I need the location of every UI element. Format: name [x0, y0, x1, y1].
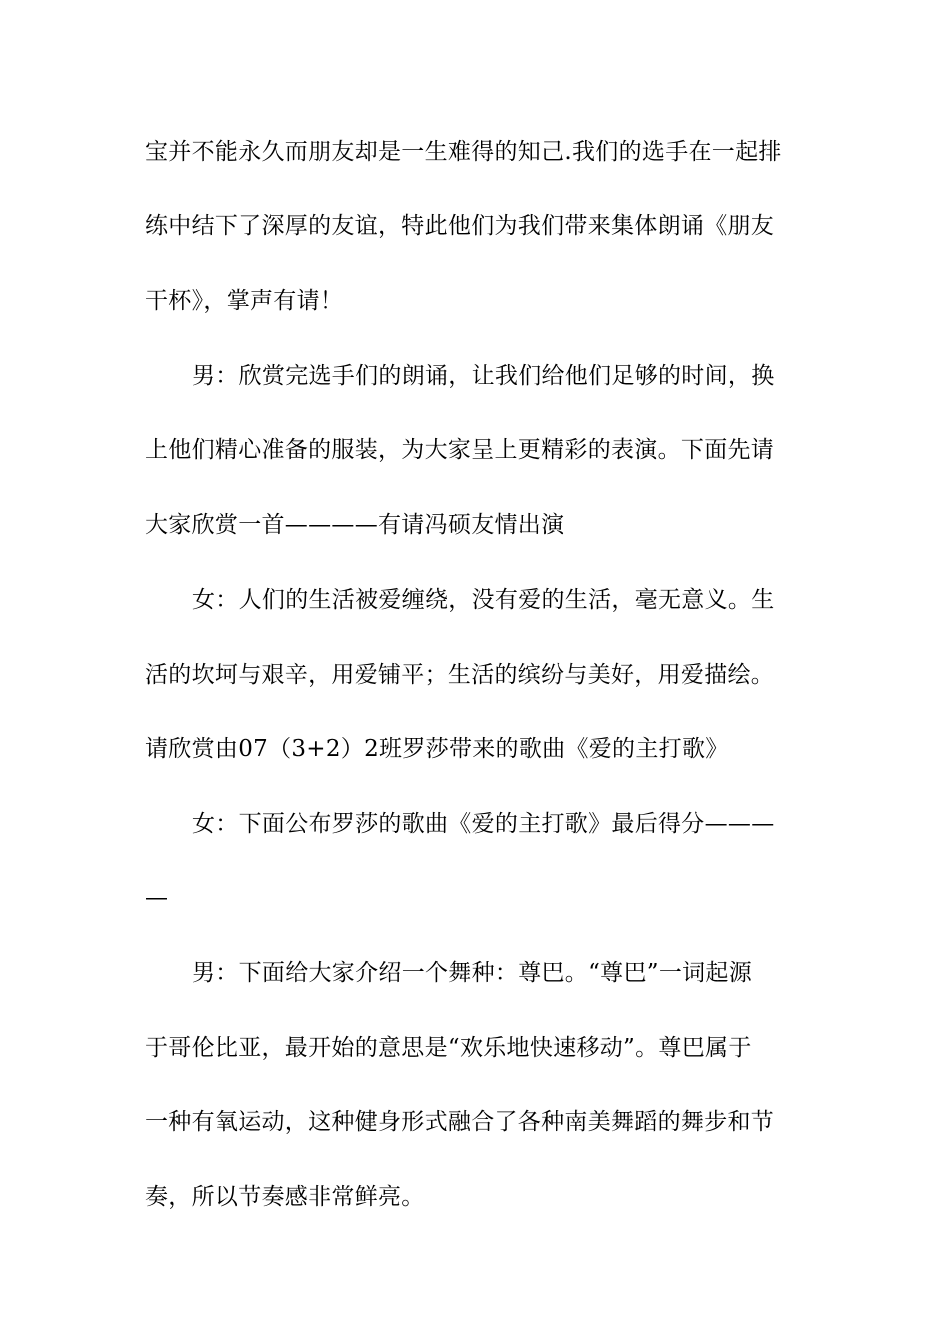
paragraph-line: 干杯》，掌声有请！	[145, 288, 344, 314]
paragraph-line: 女：人们的生活被爱缠绕，没有爱的生活，毫无意义。生	[192, 587, 775, 613]
paragraph-line: 练中结下了深厚的友谊，特此他们为我们带来集体朗诵《朋友	[145, 213, 775, 239]
paragraph-line: 女：下面公布罗莎的歌曲《爱的主打歌》最后得分———	[192, 811, 775, 837]
paragraph-line: 大家欣赏一首————有请冯硕友情出演	[145, 512, 565, 538]
paragraph-line: 一种有氧运动，这种健身形式融合了各种南美舞蹈的舞步和节	[145, 1109, 775, 1135]
paragraph-line: 奏，所以节奏感非常鲜亮。	[145, 1184, 425, 1210]
paragraph-line: 宝并不能永久而朋友却是一生难得的知己.我们的选手在一起排	[145, 139, 782, 165]
paragraph-line: 于哥伦比亚，最开始的意思是“欢乐地快速移动”。尊巴属于	[145, 1035, 752, 1061]
paragraph-line: 男：下面给大家介绍一个舞种：尊巴。“尊巴”一词起源	[192, 960, 753, 986]
paragraph-line: 上他们精心准备的服装，为大家呈上更精彩的表演。下面先请	[145, 437, 775, 463]
paragraph-line: 男：欣赏完选手们的朗诵，让我们给他们足够的时间，换	[192, 363, 775, 389]
paragraph-line: —	[145, 885, 169, 911]
paragraph-line: 活的坎坷与艰辛，用爱铺平；生活的缤纷与美好，用爱描绘。	[145, 662, 775, 688]
paragraph-line: 请欣赏由07（3+2）2班罗莎带来的歌曲《爱的主打歌》	[145, 736, 729, 762]
